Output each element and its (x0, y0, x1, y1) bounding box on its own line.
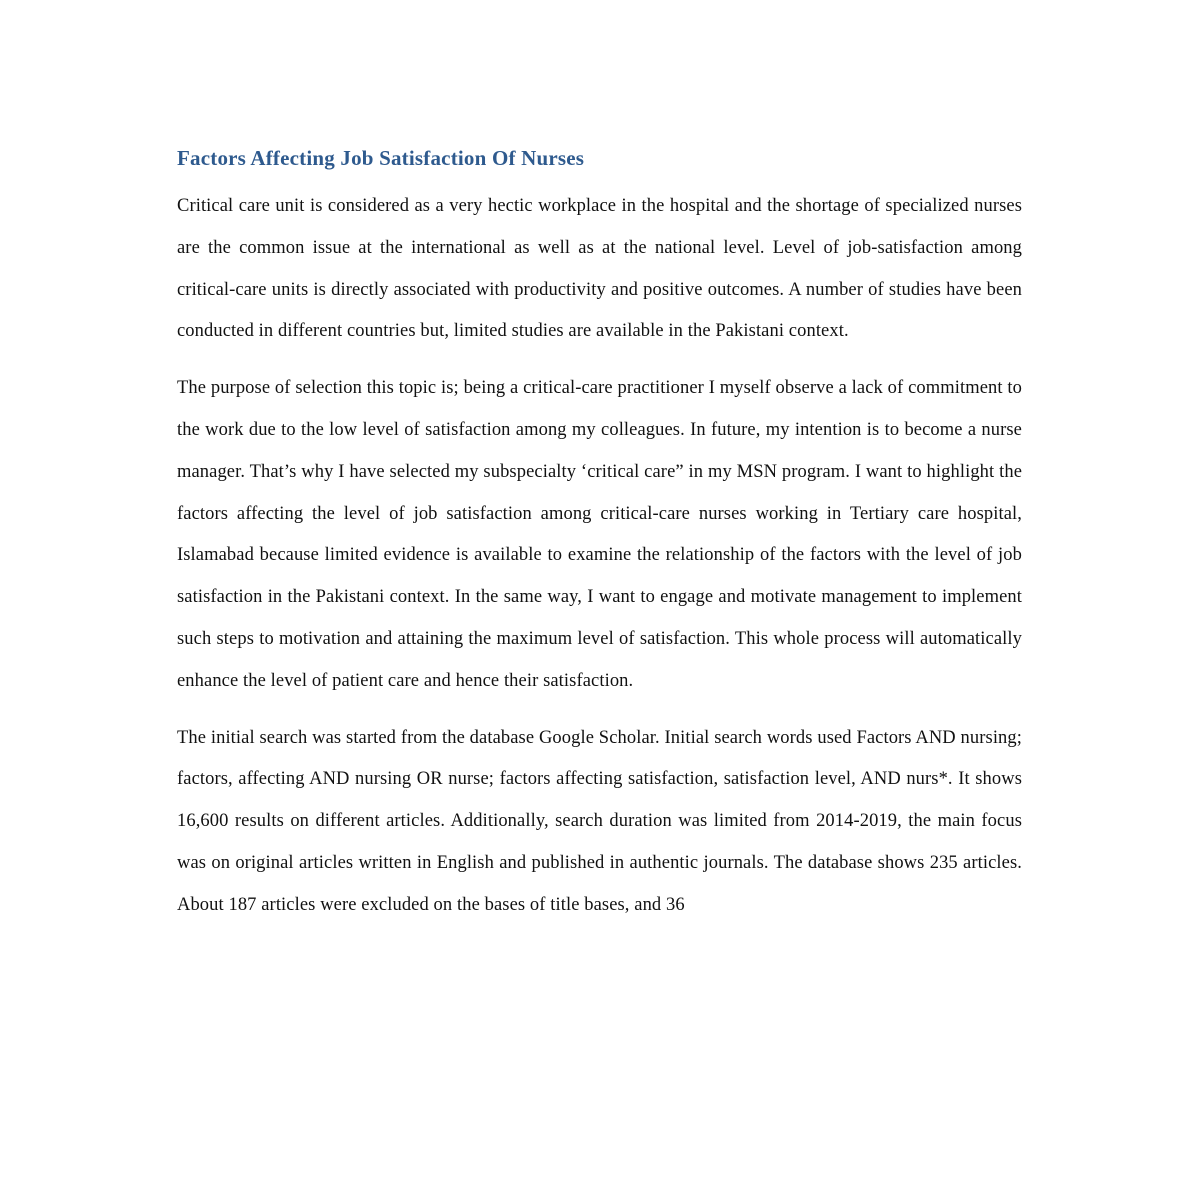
document-title: Factors Affecting Job Satisfaction Of Nurses (177, 146, 585, 170)
paragraph-search: The initial search was started from the database Google Scholar. Initial search words used Factors AND nursing; factors, affecting AND nursing OR nurse; factors affecting satisfaction, satisfaction level, AND nurs*. It shows 16,600 results on different articles. Additionally, search duration was limited from 2014-2019, the main focus was on original articles written in English and published in authentic journals. The database shows 235 articles. About 187 articles were excluded on the bases of title bases, and 36 (177, 727, 1022, 915)
paragraph-intro: Critical care unit is considered as a very hectic workplace in the hospital and the shortage of specialized nurses are the common issue at the international as well as at the national level. Level of job-satisfaction among critical-care units is directly associated with productivity and positive outcomes. A number of studies have been conducted in different countries but, limited studies are available in the Pakistani context. (177, 196, 1022, 342)
document-body (177, 138, 1022, 942)
paragraph-purpose: The purpose of selection this topic is; being a critical-care practitioner I myself observe a lack of commitment to the work due to the low level of satisfaction among my colleagues. In future, my intention is to become a nurse manager. That’s why I have selected my subspecialty ‘critical care” in my MSN program. I want to highlight the factors affecting the level of job satisfaction among critical-care nurses working in Tertiary care hospital, Islamabad because limited evidence is available to examine the relationship of the factors with the level of job satisfaction in the Pakistani context. In the same way, I want to engage and motivate management to implement such steps to motivation and attaining the maximum level of satisfaction. This whole process will automatically enhance the level of patient care and hence their satisfaction. (177, 378, 1022, 691)
